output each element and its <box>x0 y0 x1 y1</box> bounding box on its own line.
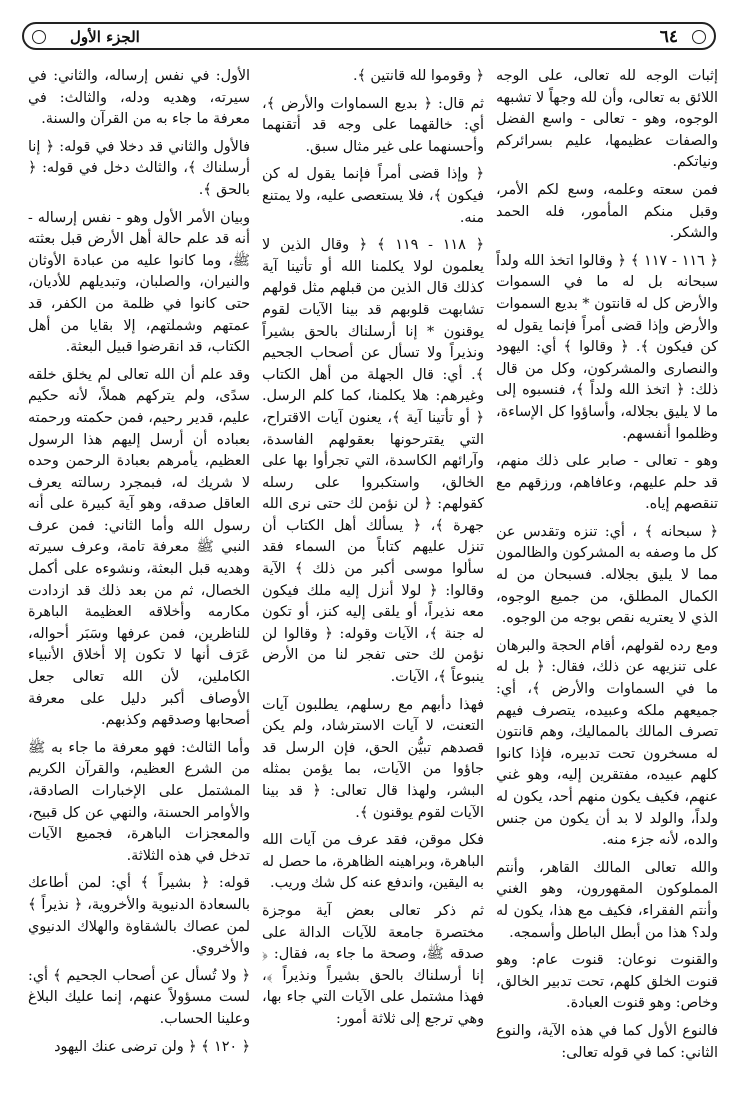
paragraph: ﴿ سبحانه ﴾ ، أي: تنزه وتقدس عن كل ما وصفه به المشركون والظالمون مما لا يليق بجلاله. فسبحان من له الكمال المطلق، من جميع الوجوه، الذي لا يعتريه نقص بوجه من الوجوه. <box>496 523 718 627</box>
paragraph: ﴿ ١١٨ - ١١٩ ﴾ ﴿ وقال الذين لا يعلمون لولا يكلمنا الله أو تأتينا آية كذلك قال الذين من قبلهم مثل قولهم تشابهت قلوبهم قد بينا الآيات لقوم يوقنون * إنا أرسلناك بالحق بشيراً ونذيراً ولا تسأل عن أصحاب الجحيم ﴾. أي: قال الجهلة من أهل الكتاب وغيرهم: هلا يكلمنا، كما كلم الرسل. ﴿ أو تأتينا آية ﴾، يعنون آيات الاقتراح، التي يقترحونها بعقولهم الفاسدة، وآرائهم الكاسدة، التي تجرأوا بها على الخالق، واستكبروا على رسله كقولهم: ﴿ لن نؤمن لك حتى نرى الله جهرة ﴾، ﴿ يسألك أهل الكتاب أن تنزل عليهم كتاباً من السماء فقد سألوا موسى أكبر من ذلك ﴾ الآية وقالوا: ﴿ لولا أنزل إليه ملك فيكون معه نذيراً، أو يلقى إليه كنز، أو تكون له جنة ﴾، الآيات وقوله: ﴿ وقالوا لن نؤمن لك حتى تفجر لنا من الأرض ينبوعاً ﴾، الآيات. <box>262 237 484 686</box>
paragraph: فهذا دأبهم مع رسلهم، يطلبون آيات التعنت، لا آيات الاسترشاد، ولم يكن قصدهم تبيُّن الحق، فإن الرسل قد جاؤوا من الآيات، بما يؤمن بمثله البشر، ولهذا قال تعالى: ﴿ قد بينا الآيات لقوم يوقنون ﴾. <box>262 696 484 821</box>
page-number: ٦٤ <box>659 27 678 47</box>
ornament-circle-icon <box>32 30 46 44</box>
paragraph: قوله: ﴿ بشيراً ﴾ أي: لمن أطاعك بالسعادة الدنيوية والأخروية، ﴿ نذيراً ﴾ لمن عصاك بالشقاوة والهلاك الدنيوي والأخروي. <box>28 875 250 957</box>
column-right <box>496 66 718 1096</box>
ornament-circle-icon <box>692 30 706 44</box>
paragraph: ﴿ وقوموا لله قانتين ﴾. <box>352 68 484 84</box>
paragraph: ﴿ ١٢٠ ﴾ ﴿ ولن ترضى عنك اليهود <box>54 1038 250 1055</box>
paragraph: وبيان الأمر الأول وهو - نفس إرساله - أنه قد علم حالة أهل الأرض قبل بعثته ﷺ، وما كانوا عليه من عبادة الأوثان والنيران، والصلبان، وتبديلهم للأديان، حتى كانوا في ظلمة من الكفر، قد عمتهم وشملتهم، إلا بقايا من أهل الكتاب، قد انقرضوا قبيل البعثة. <box>28 209 250 356</box>
column-middle <box>262 66 484 1096</box>
paragraph: وهو - تعالى - صابر على ذلك منهم، قد حلم عليهم، وعافاهم، ورزقهم مع تنقصهم إياه. <box>496 453 718 513</box>
part-title: الجزء الأول <box>70 28 140 46</box>
paragraph: والقنوت نوعان: قنوت عام: وهو قنوت الخلق كلهم، تحت تدبير الخالق، وخاص: وهو قنوت العبادة. <box>496 952 718 1012</box>
paragraph: فكل موقن، فقد عرف من آيات الله الباهرة، وبراهينه الظاهرة، ما حصل له به اليقين، واندفع عنه كل شك وريب. <box>262 832 484 892</box>
paragraph: ﴿ ١١٦ - ١١٧ ﴾ ﴿ وقالوا اتخذ الله ولداً سبحانه بل له ما في السموات والأرض كل له قانتون * بديع السموات والأرض وإذا قضى أمراً فإنما يقول له كن فيكون ﴾. ﴿ وقالوا ﴾ أي: اليهود والنصارى والمشركون، وكل من قال ذلك: ﴿ اتخذ الله ولداً ﴾، فنسبوه إلى ما لا يليق بجلاله، وأساؤوا كل الإساءة، وظلموا أنفسهم. <box>496 252 718 442</box>
paragraph: ثم ذكر تعالى بعض آية موجزة مختصرة جامعة للآيات الدالة على صدقه ﷺ، وصحة ما جاء به، فقال: ﴿ إنا أرسلناك بالحق بشيراً ونذيراً ﴾، فهذا مشتمل على الآيات التي جاء بها، وهي ترجع إلى ثلاثة أمور: <box>262 902 484 1027</box>
paragraph: إثبات الوجه لله تعالى، على الوجه اللائق به تعالى، وأن لله وجهاً لا تشبهه الوجوه، وهو - تعالى - واسع الفضل والصفات عظيمها، عليم بسرائركم ونياتكم. <box>496 68 718 171</box>
paragraph: الأول: في نفس إرساله، والثاني: في سيرته، وهديه ودله، والثالث: في معرفة ما جاء به من القرآن والسنة. <box>28 68 250 128</box>
text-columns <box>28 66 718 1096</box>
paragraph: وقد علم أن الله تعالى لم يخلق خلقه سدًى، ولم يتركهم هملاً، لأنه حكيم عليم، قدير رحيم، فمن حكمته ورحمته بعباده أن أرسل إليهم هذا الرسول العظيم، يأمرهم بعبادة الرحمن وحده لا شريك له، فبمجرد رسالته يعرف العاقل صدقه، وهو آية كبيرة على أنه رسول الله وأما الثاني: فمن عرف النبي ﷺ معرفة تامة، وعرف سيرته وهديه قبل البعثة، ونشوءه على أكمل الخصال، ثم من بعد ذلك قد ازدادت مكارمه وأخلاقه العظيمة الباهرة للناظرين، فمن عرفها وسَبَر أحواله، عَرَف أنها لا تكون إلا أخلاق الأنبياء الكاملين، لأن الله تعالى جعل الأوصاف أكبر دليل على معرفة أصحابها وصدقهم وكذبهم. <box>28 366 250 729</box>
paragraph: فمن سعته وعلمه، وسع لكم الأمر، وقبل منكم المأمور، فله الحمد والشكر. <box>496 181 718 242</box>
paragraph: والله تعالى المالك القاهر، وأنتم المملوكون المقهورون، وهو الغني وأنتم الفقراء، فكيف مع هذا، يكون له ولد؟ هذا من أبطل الباطل وأسمجه. <box>496 859 718 941</box>
paragraph: وأما الثالث: فهو معرفة ما جاء به ﷺ من الشرع العظيم، والقرآن الكريم المشتمل على الإخبارات الصادقة، والأوامر الحسنة، والنهي عن كل قبيح، والمعجزات الباهرة، فجميع الآيات تدخل في هذه الثلاثة. <box>28 739 250 864</box>
column-left <box>28 66 250 1096</box>
paragraph: ﴿ ولا تُسأل عن أصحاب الجحيم ﴾ أي: لست مسؤولاً عنهم، إنما عليك البلاغ وعلينا الحساب. <box>28 967 250 1027</box>
paragraph: فالنوع الأول كما في هذه الآية، والنوع الثاني: كما في قوله تعالى: <box>496 1022 718 1061</box>
paragraph: ومع رده لقولهم، أقام الحجة والبرهان على تنزيهه عن ذلك، فقال: ﴿ بل له ما في السماوات والأرض ﴾، أي: جميعهم ملكه وعبيده، يتصرف فيهم تصرف المالك بالمماليك، وهم قانتون له مسخرون تحت تدبيره، فإذا كانوا كلهم عبيده، مفتقرين إليه، وهو غني عنهم، فكيف يكون منهم أحد، يكون له ولداً، والولد لا بد أن يكون من جنس والده، لأنه جزء منه. <box>496 637 718 849</box>
paragraph: فالأول والثاني قد دخلا في قوله: ﴿ إنا أرسلناك ﴾، والثالث دخل في قوله: ﴿ بالحق ﴾. <box>28 138 250 198</box>
paragraph: ثم قال: ﴿ بديع السماوات والأرض ﴾، أي: خالقهما على وجه قد أتقنهما وأحسنهما على غير مثال سبق. <box>262 95 484 155</box>
paragraph: ﴿ وإذا قضى أمراً فإنما يقول له كن فيكون ﴾، فلا يستعصى عليه، ولا يمتنع منه. <box>262 166 484 226</box>
page-header <box>22 22 716 50</box>
